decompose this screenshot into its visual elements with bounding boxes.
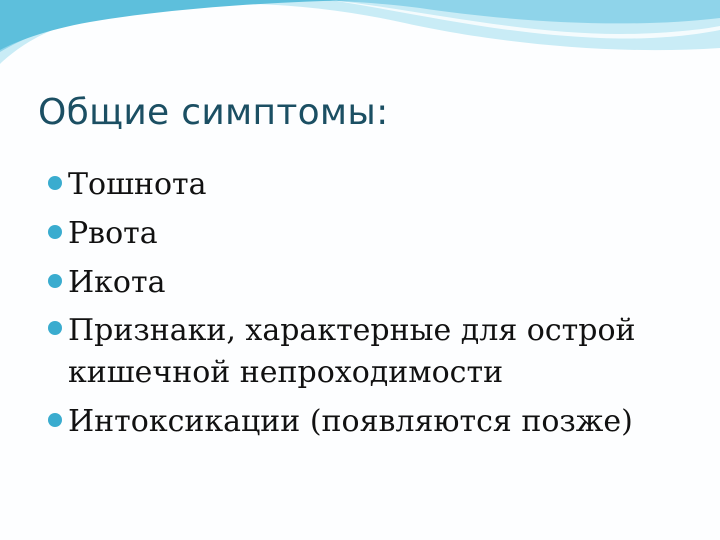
bullet-dot-icon [48, 413, 62, 427]
bullet-dot-icon [48, 225, 62, 239]
bullet-dot-icon [48, 176, 62, 190]
bullet-dot-icon [48, 321, 62, 335]
list-item [44, 307, 704, 397]
header-wave-decoration [0, 0, 720, 90]
bullet-dot-icon [48, 274, 62, 288]
list-item-text: Икота [68, 265, 166, 300]
slide-title: Общие симптомы: [38, 92, 389, 133]
list-item [44, 397, 704, 446]
list-item-text: Рвота [68, 216, 158, 251]
list-item-text: Тошнота [68, 167, 207, 202]
list-item [44, 160, 704, 209]
list-item [44, 209, 704, 258]
symptom-list [44, 160, 704, 446]
list-item-text: Признаки, характерные для острой кишечной непроходимости [68, 313, 636, 390]
list-item-text: Интоксикации (появляются позже) [68, 404, 633, 439]
list-item [44, 258, 704, 307]
